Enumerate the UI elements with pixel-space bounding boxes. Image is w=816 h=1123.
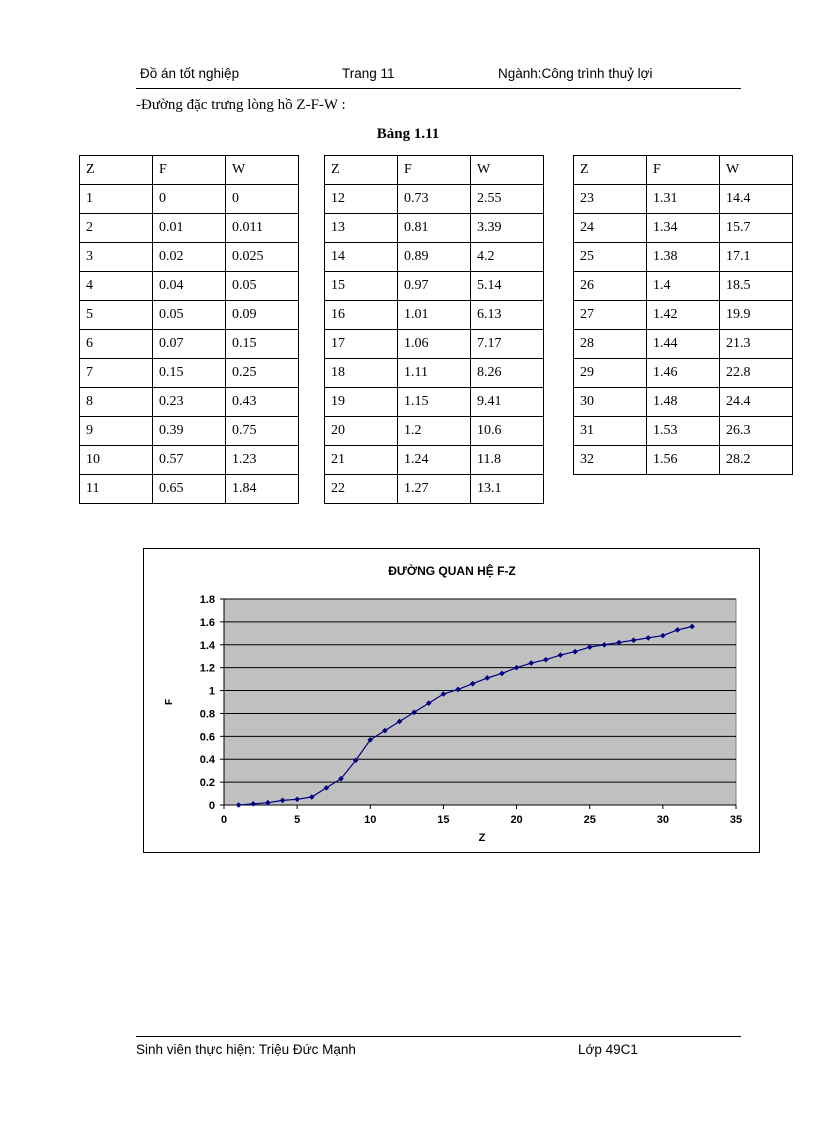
table-cell: 28.2 xyxy=(720,446,793,475)
table-cell: 7.17 xyxy=(471,330,544,359)
table-cell: 27 xyxy=(574,301,647,330)
column-header: W xyxy=(226,156,299,185)
table-row xyxy=(80,359,299,388)
table-header-row xyxy=(574,156,793,185)
table-cell: 15.7 xyxy=(720,214,793,243)
table-cell: 6 xyxy=(80,330,153,359)
table-row xyxy=(574,330,793,359)
table-row xyxy=(574,185,793,214)
footer-class: Lớp 49C1 xyxy=(578,1042,638,1057)
chart-title: ĐƯỜNG QUAN HỆ F-Z xyxy=(388,564,516,578)
table-cell: 21 xyxy=(325,446,398,475)
table-row xyxy=(574,359,793,388)
table-cell: 28 xyxy=(574,330,647,359)
table-cell: 13.1 xyxy=(471,475,544,504)
table-cell: 23 xyxy=(574,185,647,214)
table-cell: 6.13 xyxy=(471,301,544,330)
table-cell: 8.26 xyxy=(471,359,544,388)
plot-area xyxy=(224,599,736,805)
column-header: Z xyxy=(325,156,398,185)
page-footer xyxy=(136,1036,741,1061)
table-cell: 1.46 xyxy=(647,359,720,388)
y-tick-label: 1 xyxy=(208,685,215,698)
table-cell: 24 xyxy=(574,214,647,243)
column-header: W xyxy=(471,156,544,185)
table-cell: 0.15 xyxy=(153,359,226,388)
table-cell: 0.05 xyxy=(153,301,226,330)
table-cell: 17.1 xyxy=(720,243,793,272)
table-cell: 5 xyxy=(80,301,153,330)
table-cell: 0.23 xyxy=(153,388,226,417)
table-row xyxy=(574,301,793,330)
table-row xyxy=(325,330,544,359)
table-cell: 1.56 xyxy=(647,446,720,475)
table-cell: 3.39 xyxy=(471,214,544,243)
table-cell: 0.43 xyxy=(226,388,299,417)
table-cell: 10.6 xyxy=(471,417,544,446)
table-cell: 1.42 xyxy=(647,301,720,330)
table-row xyxy=(80,272,299,301)
f-z-line-chart xyxy=(144,549,761,854)
table-cell: 12 xyxy=(325,185,398,214)
table-row xyxy=(80,243,299,272)
x-axis-label: Z xyxy=(478,832,486,844)
table-row xyxy=(574,388,793,417)
table-header-row xyxy=(325,156,544,185)
table-cell: 1.53 xyxy=(647,417,720,446)
section-subtitle: -Đường đặc trưng lòng hồ Z-F-W : xyxy=(136,97,346,113)
x-tick-label: 0 xyxy=(220,814,228,826)
page-header xyxy=(136,66,741,89)
table-cell: 0.75 xyxy=(226,417,299,446)
column-header: F xyxy=(398,156,471,185)
x-tick-label: 20 xyxy=(510,814,523,826)
x-tick-label: 10 xyxy=(364,814,377,826)
table-cell: 18 xyxy=(325,359,398,388)
x-tick-label: 25 xyxy=(583,814,596,826)
y-tick-label: 1.4 xyxy=(199,639,215,652)
x-tick-label: 15 xyxy=(437,814,450,826)
table-row xyxy=(574,446,793,475)
table-cell: 0.73 xyxy=(398,185,471,214)
table-cell: 3 xyxy=(80,243,153,272)
table-cell: 1.27 xyxy=(398,475,471,504)
table-cell: 0.025 xyxy=(226,243,299,272)
column-header: W xyxy=(720,156,793,185)
table-cell: 1.84 xyxy=(226,475,299,504)
table-row xyxy=(80,388,299,417)
table-row xyxy=(325,475,544,504)
y-tick-label: 1.8 xyxy=(199,594,215,606)
table-row xyxy=(574,417,793,446)
table-cell: 0.04 xyxy=(153,272,226,301)
table-cell: 31 xyxy=(574,417,647,446)
table-cell: 1.01 xyxy=(398,301,471,330)
header-department: Ngành:Công trình thuỷ lợi xyxy=(498,66,653,81)
table-row xyxy=(325,388,544,417)
table-cell: 0.07 xyxy=(153,330,226,359)
table-cell: 24.4 xyxy=(720,388,793,417)
table-cell: 2.55 xyxy=(471,185,544,214)
table-cell: 1.4 xyxy=(647,272,720,301)
table-cell: 32 xyxy=(574,446,647,475)
data-table-1 xyxy=(79,155,299,504)
y-tick-label: 0.4 xyxy=(199,754,215,767)
table-cell: 26 xyxy=(574,272,647,301)
table-cell: 1.2 xyxy=(398,417,471,446)
table-cell: 11 xyxy=(80,475,153,504)
table-cell: 0.25 xyxy=(226,359,299,388)
table-cell: 4.2 xyxy=(471,243,544,272)
table-row xyxy=(325,214,544,243)
table-row xyxy=(325,446,544,475)
table-cell: 0.97 xyxy=(398,272,471,301)
table-row xyxy=(325,185,544,214)
table-cell: 0.81 xyxy=(398,214,471,243)
table-row xyxy=(80,301,299,330)
table-cell: 1 xyxy=(80,185,153,214)
data-table-3 xyxy=(573,155,793,475)
table-cell: 5.14 xyxy=(471,272,544,301)
table-header-row xyxy=(80,156,299,185)
table-cell: 1.48 xyxy=(647,388,720,417)
table-cell: 18.5 xyxy=(720,272,793,301)
table-cell: 7 xyxy=(80,359,153,388)
column-header: F xyxy=(647,156,720,185)
table-row xyxy=(325,301,544,330)
table-cell: 1.06 xyxy=(398,330,471,359)
table-cell: 17 xyxy=(325,330,398,359)
table-row xyxy=(80,214,299,243)
header-project-title: Đồ án tốt nghiệp xyxy=(140,66,240,81)
table-row xyxy=(574,272,793,301)
table-row xyxy=(325,243,544,272)
table-cell: 30 xyxy=(574,388,647,417)
table-cell: 22 xyxy=(325,475,398,504)
table-cell: 29 xyxy=(574,359,647,388)
table-row xyxy=(325,359,544,388)
table-cell: 13 xyxy=(325,214,398,243)
y-tick-label: 0 xyxy=(208,800,215,812)
column-header: F xyxy=(153,156,226,185)
table-row xyxy=(80,475,299,504)
table-row xyxy=(325,417,544,446)
table-cell: 16 xyxy=(325,301,398,330)
table-cell: 14.4 xyxy=(720,185,793,214)
table-cell: 0.01 xyxy=(153,214,226,243)
table-cell: 1.23 xyxy=(226,446,299,475)
table-row xyxy=(325,272,544,301)
x-tick-label: 5 xyxy=(294,814,301,826)
table-cell: 2 xyxy=(80,214,153,243)
table-cell: 0.15 xyxy=(226,330,299,359)
table-row xyxy=(574,243,793,272)
table-cell: 15 xyxy=(325,272,398,301)
footer-student: Sinh viên thực hiện: Triệu Đức Mạnh xyxy=(136,1042,356,1057)
table-cell: 0.65 xyxy=(153,475,226,504)
table-cell: 10 xyxy=(80,446,153,475)
table-cell: 25 xyxy=(574,243,647,272)
table-cell: 1.44 xyxy=(647,330,720,359)
table-cell: 0.09 xyxy=(226,301,299,330)
table-cell: 1.31 xyxy=(647,185,720,214)
table-cell: 4 xyxy=(80,272,153,301)
table-row xyxy=(80,446,299,475)
y-tick-label: 1.6 xyxy=(199,616,215,629)
table-cell: 0 xyxy=(153,185,226,214)
table-cell: 9.41 xyxy=(471,388,544,417)
table-cell: 1.15 xyxy=(398,388,471,417)
table-cell: 8 xyxy=(80,388,153,417)
table-cell: 0.89 xyxy=(398,243,471,272)
table-cell: 1.38 xyxy=(647,243,720,272)
table-cell: 1.11 xyxy=(398,359,471,388)
table-cell: 22.8 xyxy=(720,359,793,388)
column-header: Z xyxy=(574,156,647,185)
data-table-2 xyxy=(324,155,544,504)
table-cell: 0.57 xyxy=(153,446,226,475)
y-axis-label: F xyxy=(164,698,175,706)
chart-frame xyxy=(143,548,760,853)
table-cell: 1.24 xyxy=(398,446,471,475)
table-cell: 0 xyxy=(226,185,299,214)
table-caption: Bảng 1.11 xyxy=(376,126,440,142)
table-cell: 21.3 xyxy=(720,330,793,359)
table-cell: 19 xyxy=(325,388,398,417)
table-cell: 0.011 xyxy=(226,214,299,243)
table-cell: 9 xyxy=(80,417,153,446)
header-page-number: Trang 11 xyxy=(342,66,395,81)
x-tick-label: 35 xyxy=(729,814,743,826)
column-header: Z xyxy=(80,156,153,185)
y-tick-label: 1.2 xyxy=(199,662,215,675)
table-cell: 0.05 xyxy=(226,272,299,301)
table-cell: 11.8 xyxy=(471,446,544,475)
table-cell: 20 xyxy=(325,417,398,446)
x-tick-label: 30 xyxy=(656,814,669,826)
table-row xyxy=(80,417,299,446)
table-row xyxy=(574,214,793,243)
table-cell: 14 xyxy=(325,243,398,272)
table-cell: 1.34 xyxy=(647,214,720,243)
table-cell: 26.3 xyxy=(720,417,793,446)
y-tick-label: 0.8 xyxy=(199,708,215,721)
table-cell: 0.02 xyxy=(153,243,226,272)
table-row xyxy=(80,330,299,359)
table-row xyxy=(80,185,299,214)
y-tick-label: 0.2 xyxy=(199,777,215,790)
table-cell: 19.9 xyxy=(720,301,793,330)
y-tick-label: 0.6 xyxy=(199,731,215,744)
table-cell: 0.39 xyxy=(153,417,226,446)
